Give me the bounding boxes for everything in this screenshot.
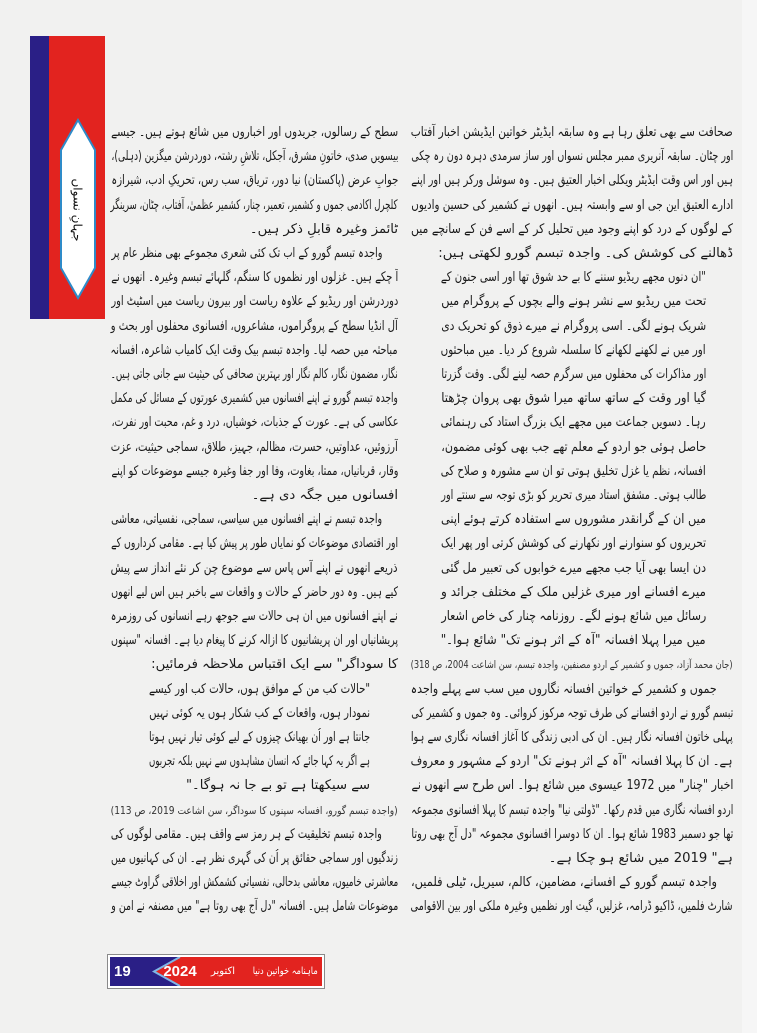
quote-line: افسانہ، نظم یا غزل تخلیق ہوتی تو ان سے مشورہ و صلاح کی bbox=[440, 463, 706, 479]
text-line: کے لوگوں کے درد کو اپنے وجود میں تحلیل کر کے اسے فن کے سانچے میں bbox=[411, 221, 733, 237]
quote-line: حاصل ہوئی جو اردو کے معلم تھے جب بھی کوئی مضمون، bbox=[441, 439, 706, 455]
text-line: سطح کے رسالوں، جریدوں اور اخباروں میں شائع ہوتے ہیں۔ جیسے bbox=[111, 125, 398, 140]
quote-line: اور میں نے لکھنے لکھانے کا سلسلہ شروع کر دیا۔ میں مباحثوں bbox=[440, 342, 706, 358]
citation-line: (واجدہ تبسم گورو، افسانہ سپنوں کا سوداگر، سن اشاعت 2019، ص 113) bbox=[110, 804, 398, 817]
quote-line: میں میرا پہلا افسانہ "آہ کے اثر ہونے تک" شائع ہوا۔" bbox=[440, 633, 706, 649]
issue-month: اکتوبر bbox=[210, 966, 236, 977]
text-line: مباحثہ میں حصہ لیا۔ واجدہ تبسم بیک وقت ایک کامیاب شاعرہ، افسانہ bbox=[111, 342, 398, 358]
text-line: نے اپنے افسانوں میں ان ہی حالات سے جوجھ رہے انسانوں کی روزمرہ bbox=[110, 609, 398, 624]
text-line: پہلی خاتون افسانہ نگار ہیں۔ ان کی ادبی زندگی کا آغاز افسانہ نگاری سے ہوا bbox=[410, 730, 733, 745]
text-line: تھا جو دسمبر 1983 شائع ہوا۔ ان کا دوسرا افسانوی مجموعہ "دل آج بھی روتا bbox=[410, 826, 733, 842]
text-line: واجدہ تبسم گورو کے افسانے، مضامین، کالم، سیریل، ٹیلی فلمیں، bbox=[410, 875, 717, 891]
section-tab-label: جہانِ نسواں bbox=[71, 178, 85, 242]
text-line: جموں و کشمیر کے خواتین افسانہ نگاروں میں سب سے پہلے واجدہ bbox=[410, 681, 717, 697]
citation-line: (جان محمد آزاد، جموں و کشمیر کے اردو مصنفین، واجدہ تبسم، سن اشاعت 2004، ص 318) bbox=[410, 659, 733, 672]
quote-line: میرے افسانے اور میری غزلیں ملک کے مختلف جرائد و bbox=[441, 584, 706, 600]
quote-line: میں ان کے گرانقدر مشوروں سے استفادہ کرتے ہوئے اپنی bbox=[440, 512, 706, 528]
text-line: واجدہ تبسم گورو نے اپنے افسانوں میں کشمیری عورتوں کے مسائل کی مکمل bbox=[111, 391, 398, 407]
quote-line: اور مذاکرات کی محفلوں میں سرگرم حصہ لینے لگی۔ وقت گزرتا bbox=[440, 367, 706, 382]
text-line: اور اقتصادی موضوعات کو نمایاں طور پر پیش کیا ہے۔ مقامی کرداروں کے bbox=[110, 536, 398, 552]
text-line: کلچرل اکادمی جموں و کشمیر، تعمیر، چنار، کشمیر عظمیٰ، آفتاب، چٹان، سرینگر bbox=[110, 197, 398, 213]
page-footer bbox=[107, 954, 325, 989]
text-line: اور چٹان۔ سابقہ آنریری ممبر مجلس نسواں اور ساز سرمدی دہرہ دون رہ چکی bbox=[410, 149, 733, 165]
quote-line: رہا۔ دسویں جماعت میں مجھے ایک بزرگ استاد کی رہنمائی bbox=[441, 415, 706, 431]
issue-year: 2024 bbox=[163, 963, 197, 980]
text-line: آ چکے ہیں۔ غزلوں اور نظموں کا سنگم، گلہائے تبسم وغیرہ۔ انھوں نے bbox=[110, 270, 398, 286]
text-line: ہے۔ ان کا پہلا افسانہ "آہ کے اثر ہونے تک" اردو کے مشہور و معروف bbox=[410, 754, 733, 770]
quote-line: "حالات کب من کے موافق ہوں، حالات کب اور کیسے bbox=[149, 681, 370, 697]
quote-line: رسائل میں شائع ہونے لگے۔ روزنامہ چنار کی خاص اشعار bbox=[441, 609, 706, 624]
text-line: دوردرشن اور ریڈیو کے علاوہ ریاست اور بیرون ریاست میں اسٹیٹ اور bbox=[110, 294, 398, 310]
text-line: تبسم گورو نے اردو افسانے کی طرف توجہ مرکوز کروائی۔ وہ جموں و کشمیر کی bbox=[410, 705, 733, 721]
section-tab bbox=[60, 160, 96, 260]
quote-line: دن ایسا بھی آیا جب مجھے میرے خوابوں کی تعبیر مل گئی bbox=[441, 560, 706, 576]
magazine-name: ماہنامہ خواتین دنیا bbox=[252, 966, 318, 977]
text-line: واجدہ تبسم تخلیقیت کے ہر رمز سے واقف ہیں۔ مقامی لوگوں کی bbox=[111, 826, 382, 842]
quote-line: "ان دنوں مجھے ریڈیو سننے کا بے حد شوق تھا اور اسی جنون کے bbox=[441, 270, 706, 286]
text-line: نگار، مضمون نگار، کالم نگار اور بہترین صحافی کی حیثیت سے جانی جاتی ہیں۔ bbox=[111, 367, 398, 382]
page-edge bbox=[742, 0, 757, 1033]
page-number: 19 bbox=[114, 963, 131, 980]
quote-line: گیا اور وقت کے ساتھ ساتھ میرا شوق بھی پروان چڑھتا bbox=[440, 391, 706, 407]
text-line: واجدہ تبسم گورو کے اب تک کئی شعری مجموعے بھی منظر عام پر bbox=[111, 246, 382, 261]
text-line: ٹائمز وغیرہ قابلِ ذکر ہیں۔ bbox=[249, 221, 398, 237]
text-line: کیے ہیں۔ وہ دور حاضر کے حالات و واقعات سے باخبر ہیں اس لیے انھوں bbox=[110, 584, 398, 600]
text-line: معاشرتی خامیوں، معاشی بدحالی، نفسیاتی کشمکش اور اخلاقی گراوٹ جیسے bbox=[111, 875, 398, 891]
text-line: واجدہ تبسم نے اپنے افسانوں میں سیاسی، سماجی، نفسیاتی، معاشی bbox=[110, 512, 382, 528]
quote-line: جانتا ہے اور اُن بھیانک چیزوں کے لیے کوئی تیار نہیں ہوتا bbox=[148, 730, 370, 745]
text-line: وقار، قربانیاں، ممتا، بغاوت، وفا اور جفا وغیرہ جیسے موضوعات کو اپنے bbox=[110, 463, 398, 479]
text-line: آرزوئیں، عداوتیں، حسرت، مظالم، جہیز، طلاق، سماجی حیثیت، عزت bbox=[110, 439, 398, 455]
text-line: صحافت سے بھی تعلق رہا ہے وہ سابقہ ایڈیٹر خواتین ایڈیشن اخبار آفتاب bbox=[410, 125, 733, 140]
quote-line: طالب ہوتی۔ مشفق استاد میری تحریر کو بڑی توجہ سے سنتے اور bbox=[440, 488, 706, 503]
side-banner-blue bbox=[30, 36, 49, 319]
text-line: عکاسی کی ہے۔ عورت کے جذبات، خوشیاں، درد و غم، محبت اور نفرت، bbox=[111, 415, 398, 431]
text-line: ذریعے انھوں نے اپنے آس پاس سے موضوع چن کر نئے انداز سے پیش bbox=[111, 560, 398, 576]
text-line: موضوعات شامل ہیں۔ افسانہ "دل آج بھی روتا ہے" میں مصنفہ نے امن و bbox=[111, 899, 398, 915]
text-line: شارٹ فلمیں، ڈاکیو ڈرامہ، غزلیں، گیت اور نظمیں وغیرہ ملکی اور بین الاقوامی bbox=[411, 899, 733, 915]
text-line: پریشانیاں اور ان پریشانیوں کا ازالہ کرنے کا پیغام دیا ہے۔ افسانہ "سپنوں bbox=[110, 633, 398, 649]
text-line: زندگیوں اور سماجی حقائق پر اُن کی گہری نظر ہے۔ ان کی کہانیوں میں bbox=[111, 851, 398, 866]
text-line: کا سوداگر" سے ایک اقتباس ملاحظہ فرمائیں: bbox=[151, 657, 398, 673]
text-line: افسانوں میں جگہ دی ہے۔ bbox=[251, 488, 398, 503]
text-line: ادارے العتیق این جی او سے وابستہ ہیں۔ انھوں نے کشمیر کی حسین وادیوں bbox=[411, 197, 733, 213]
text-line: اخبار "چنار" میں 1972 عیسوی میں شائع ہوا۔ اس طرح سے انھوں نے bbox=[410, 778, 733, 794]
text-line: بیسویں صدی، خاتونِ مشرق، آجکل، تلاشِ رشتہ، دوردرشن میگزین (دہلی)، bbox=[111, 149, 398, 165]
quote-line: شریک ہونے لگی۔ اسی پروگرام نے میرے ذوق کو تحریک دی bbox=[441, 318, 706, 334]
text-line: ڈھالنے کی کوشش کی۔ واجدہ تبسم گورو لکھتی ہیں: bbox=[438, 246, 733, 261]
text-line: ہے" 2019 میں شائع ہو چکا ہے۔ bbox=[548, 851, 733, 866]
text-line: ہیں اور اس وقت ایڈیٹر ویکلی اخبار العتیق ہیں۔ وہ سوشل ورکر ہیں اور اپنے bbox=[411, 173, 733, 189]
quote-line: ہے اگر یہ کہا جائے کہ انسان مشاہدوں سے نہیں بلکہ تجربوں bbox=[149, 754, 370, 770]
quote-line: نمودار ہوں، واقعات کے کب شکار ہوں یہ کوئی نہیں bbox=[149, 705, 370, 721]
quote-line: تحت میں ریڈیو سے نشر ہونے والے بچوں کے پروگرام میں bbox=[441, 294, 706, 310]
quote-line: سے سیکھتا ہے تو بے جا نہ ہوگا۔" bbox=[185, 778, 370, 794]
text-line: اردو افسانہ نگاری میں قدم رکھا۔ "ڈولتی نیا" واجدہ تبسم کا پہلا افسانوی مجموعہ bbox=[410, 802, 733, 818]
quote-line: تحریروں کو سنوارنے اور نکھارنے کی کوشش کرتی اور پھر ایک bbox=[440, 536, 706, 552]
text-line: جوابِ عرض (پاکستان) نیا دور، تریاق، سب رس، تحریکِ ادب، شیرازہ bbox=[110, 173, 398, 189]
text-line: آل انڈیا سطح کے پروگراموں، مشاعروں، افسانوی محفلوں اور بحث و bbox=[111, 318, 398, 334]
